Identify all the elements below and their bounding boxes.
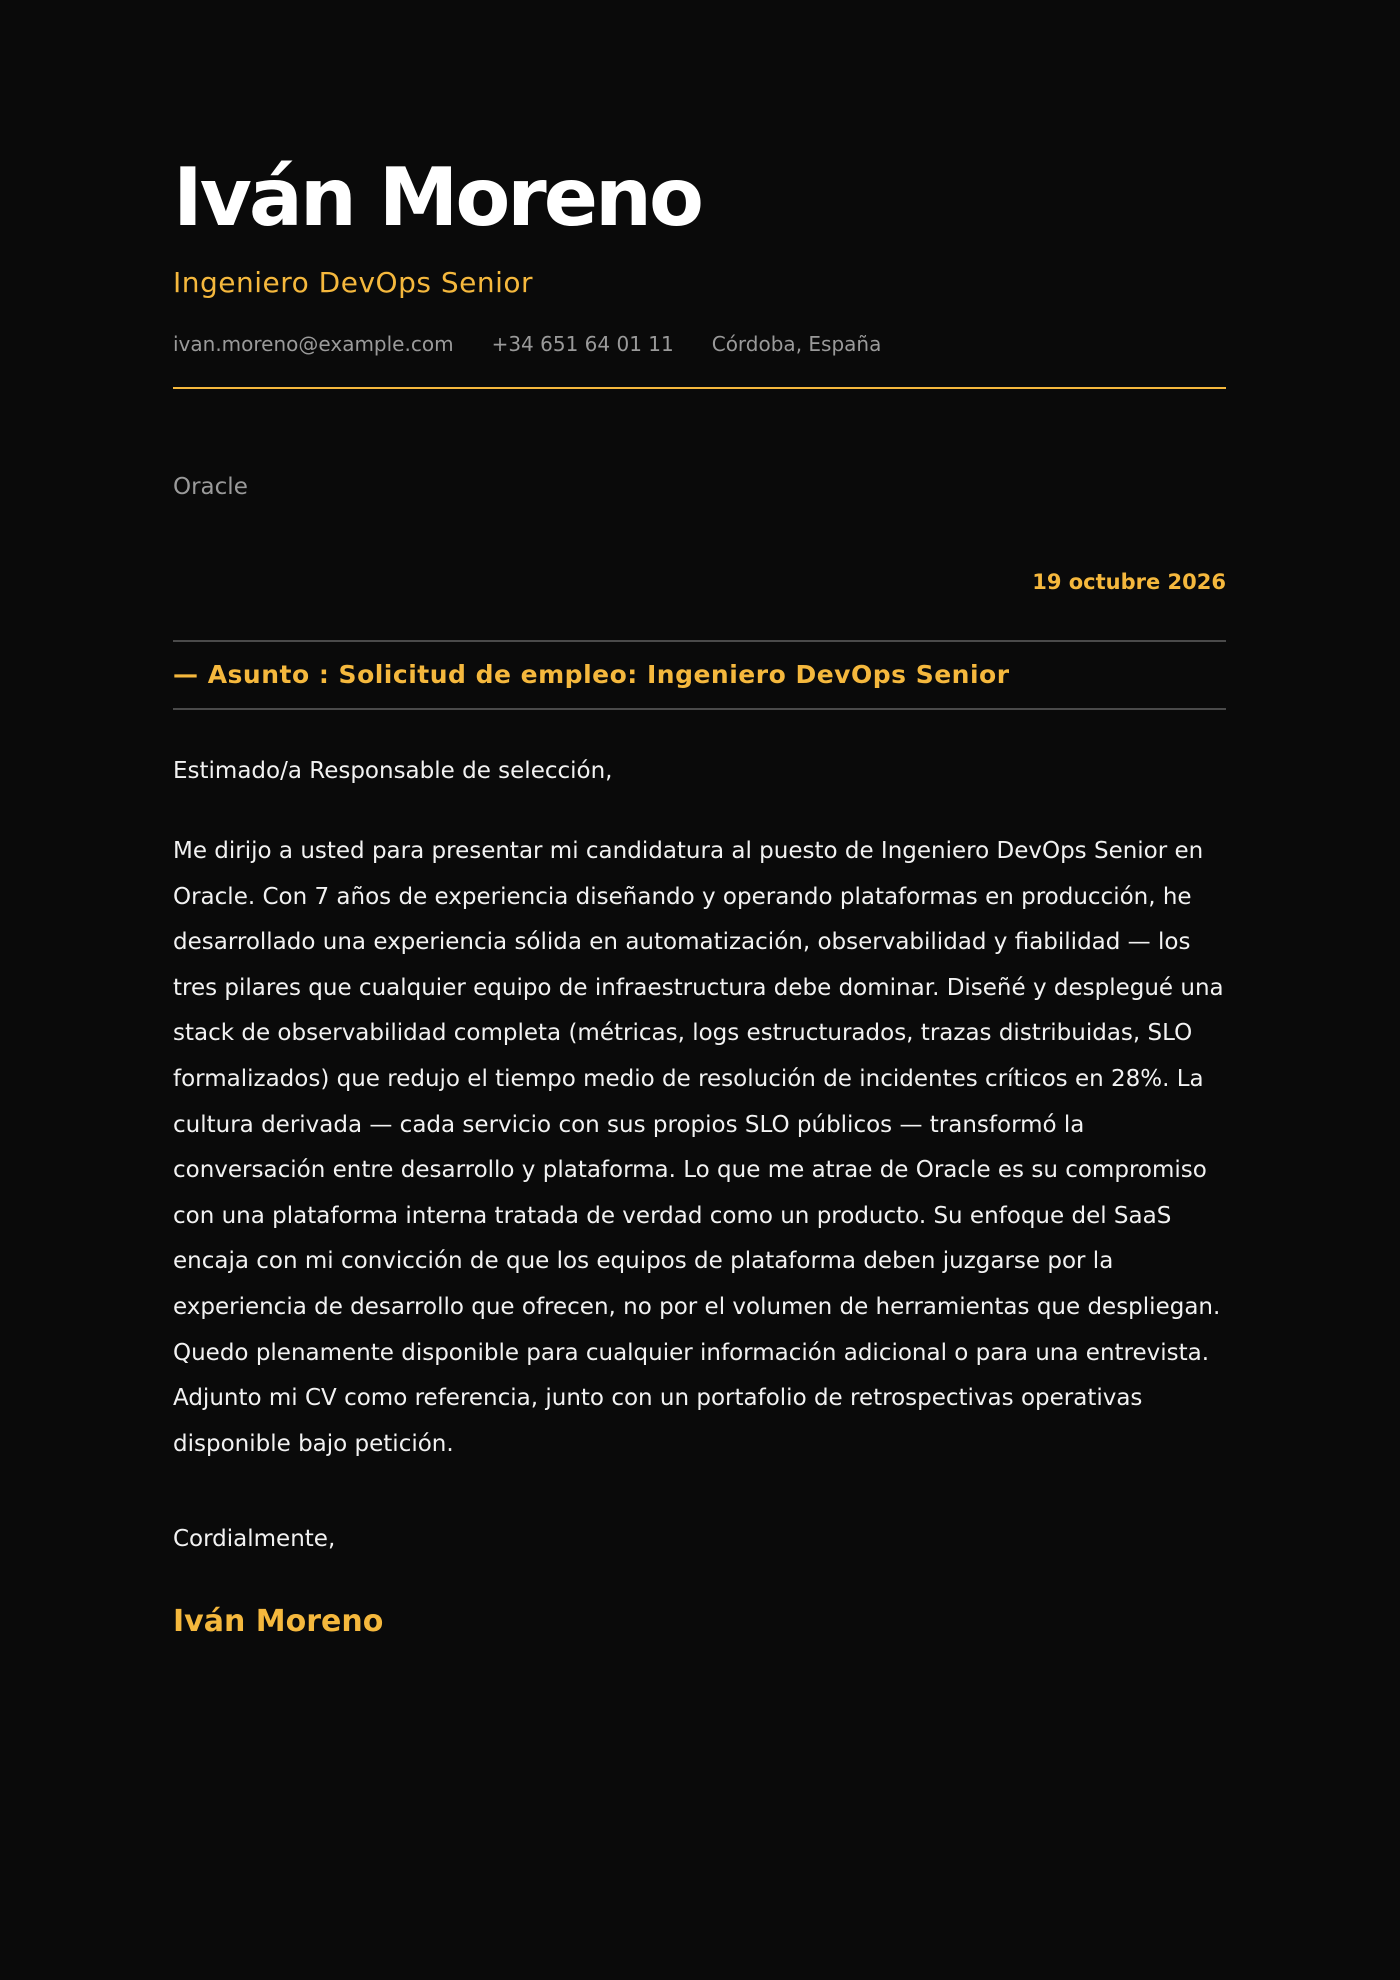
greeting: Estimado/a Responsable de selección,	[173, 758, 613, 784]
contact-info	[173, 332, 881, 356]
header-divider	[173, 387, 1226, 389]
applicant-role: Ingeniero DevOps Senior	[173, 266, 534, 299]
letter-body: Me dirijo a usted para presentar mi candidatura al puesto de Ingeniero DevOps Senior en Oracle. Con 7 años de experiencia diseñando y operando plataformas en producción, he desarrollado una experiencia sólida en automatización, observabilidad y fiabilidad — los tres pilares que cualquier equipo de infraestructura debe dominar. Diseñé y desplegué una stack de observabilidad completa (métricas, logs estructurados, trazas distribuidas, SLO formalizados) que redujo el tiempo medio de resolución de incidentes críticos en 28%. La cultura derivada — cada servicio con sus propios SLO públicos — transformó la conversación entre desarrollo y plataforma. Lo que me atrae de Oracle es su compromiso con una plataforma interna tratada de verdad como un producto. Su enfoque del SaaS encaja con mi convicción de que los equipos de plataforma deben juzgarse por la experiencia de desarrollo que ofrecen, no por el volumen de herramientas que despliegan. Quedo plenamente disponible para cualquier información adicional o para una entrevista. Adjunto mi CV como referencia, junto con un portafolio de retrospectivas operativas disponible bajo petición.	[173, 838, 1224, 1457]
applicant-name: Iván Moreno	[173, 151, 701, 244]
contact-location: Córdoba, España	[711, 332, 882, 356]
subject-block	[173, 640, 1226, 710]
subject-line: — Asunto : Solicitud de empleo: Ingeniero DevOps Senior	[173, 660, 1010, 689]
contact-phone: +34 651 64 01 11	[491, 332, 674, 356]
contact-email: ivan.moreno@example.com	[173, 332, 454, 356]
recipient-company: Oracle	[173, 474, 248, 500]
signature: Iván Moreno	[173, 1604, 384, 1639]
closing: Cordialmente,	[173, 1526, 336, 1552]
letter-date: 19 octubre 2026	[1032, 570, 1226, 594]
